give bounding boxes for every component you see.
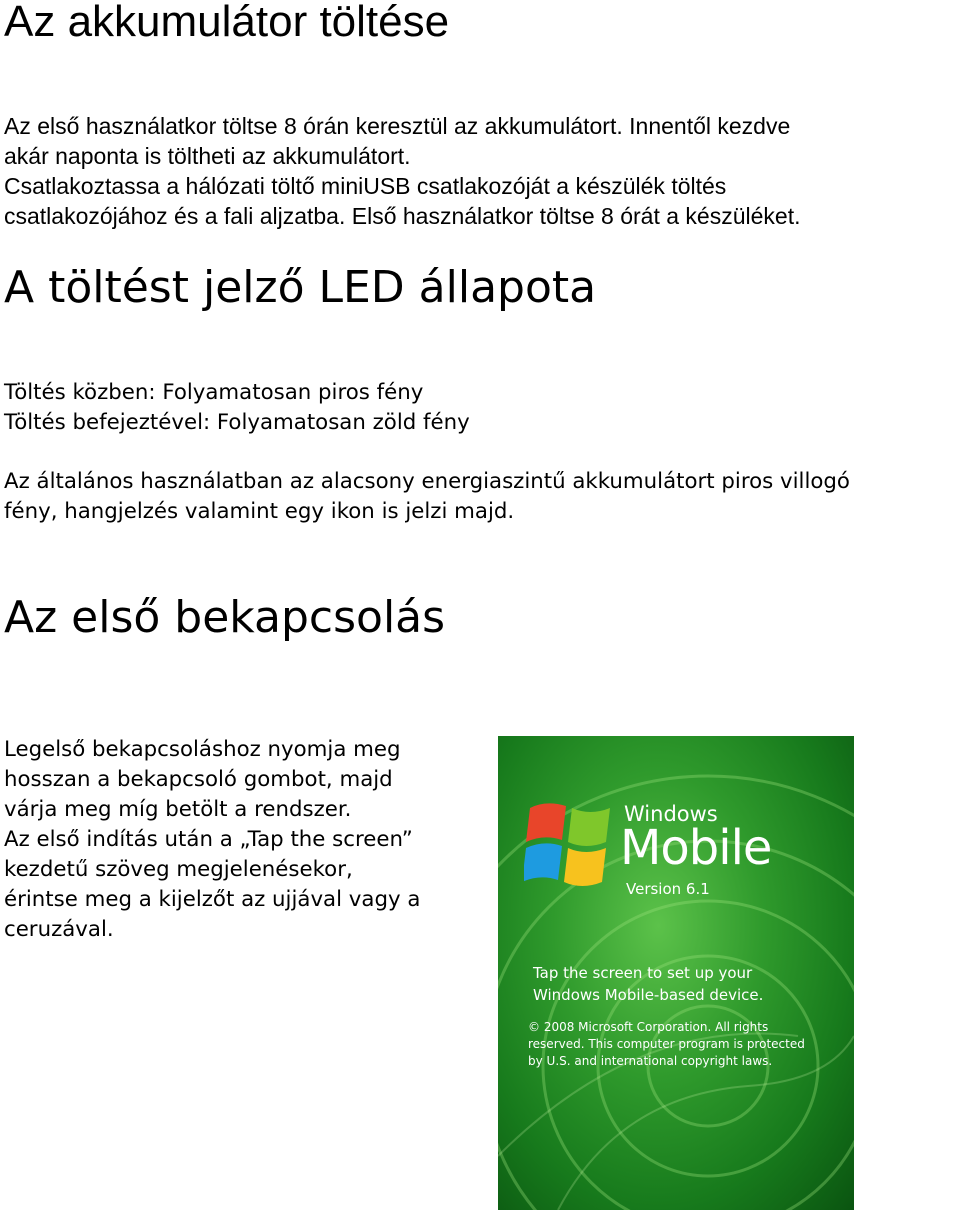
version-label: Version 6.1	[626, 880, 710, 898]
paragraph-line: érintse meg a kijelzőt az ujjával vagy a	[4, 887, 421, 912]
windows-mobile-splash-screen	[498, 736, 854, 1210]
tap-instruction[interactable]	[533, 962, 763, 1006]
heading-battery-charging: Az akkumulátor töltése	[4, 0, 450, 46]
paragraph-line: Az első használatkor töltse 8 órán keresztül az akkumulátort. Innentől kezdve	[4, 113, 791, 139]
paragraph-line: Az általános használatban az alacsony energiaszintű akkumulátort piros villogó	[4, 469, 850, 494]
brand-mobile: Mobile	[620, 820, 772, 876]
flag-red-pane	[526, 803, 566, 842]
led-status-list	[4, 378, 470, 438]
copyright-line: reserved. This computer program is protected	[528, 1037, 805, 1051]
copyright-line: © 2008 Microsoft Corporation. All rights	[528, 1020, 769, 1034]
paragraph-line: hosszan a bekapcsoló gombot, majd	[4, 767, 393, 792]
brand-windows: Windows	[624, 802, 718, 826]
paragraph-line: Csatlakoztassa a hálózati töltő miniUSB csatlakozóját a készülék töltés	[4, 173, 727, 199]
windows-flag-logo	[524, 794, 616, 894]
flag-yellow-pane	[564, 848, 606, 886]
heading-first-power-on: Az első bekapcsolás	[4, 592, 446, 643]
paragraph-line: várja meg míg betölt a rendszer.	[4, 797, 352, 822]
paragraph-line: Az első indítás után a „Tap the screen”	[4, 827, 413, 852]
tap-line: Tap the screen to set up your	[533, 964, 753, 982]
copyright-line: by U.S. and international copyright laws.	[528, 1054, 773, 1068]
first-power-on-paragraph	[4, 735, 420, 945]
tap-line: Windows Mobile-based device.	[533, 986, 764, 1004]
led-status-charging: Töltés közben: Folyamatosan piros fény	[4, 380, 424, 405]
paragraph-line: ceruzával.	[4, 917, 114, 942]
battery-charging-paragraph	[4, 111, 801, 231]
paragraph-line: fény, hangjelzés valamint egy ikon is jelzi majd.	[4, 499, 515, 524]
led-status-charged: Töltés befejeztével: Folyamatosan zöld fény	[4, 410, 470, 435]
paragraph-line: akár naponta is töltheti az akkumulátort.	[4, 143, 411, 169]
paragraph-line: kezdetű szöveg megjelenésekor,	[4, 857, 353, 882]
flag-blue-pane	[524, 843, 562, 882]
paragraph-line: Legelső bekapcsoláshoz nyomja meg	[4, 737, 401, 762]
paragraph-line: csatlakozójához és a fali aljzatba. Első használatkor töltse 8 órát a készüléket.	[4, 203, 801, 229]
copyright-notice	[528, 1019, 805, 1070]
low-battery-note	[4, 467, 850, 527]
flag-green-pane	[568, 808, 610, 846]
heading-led-status: A töltést jelző LED állapota	[4, 262, 597, 313]
